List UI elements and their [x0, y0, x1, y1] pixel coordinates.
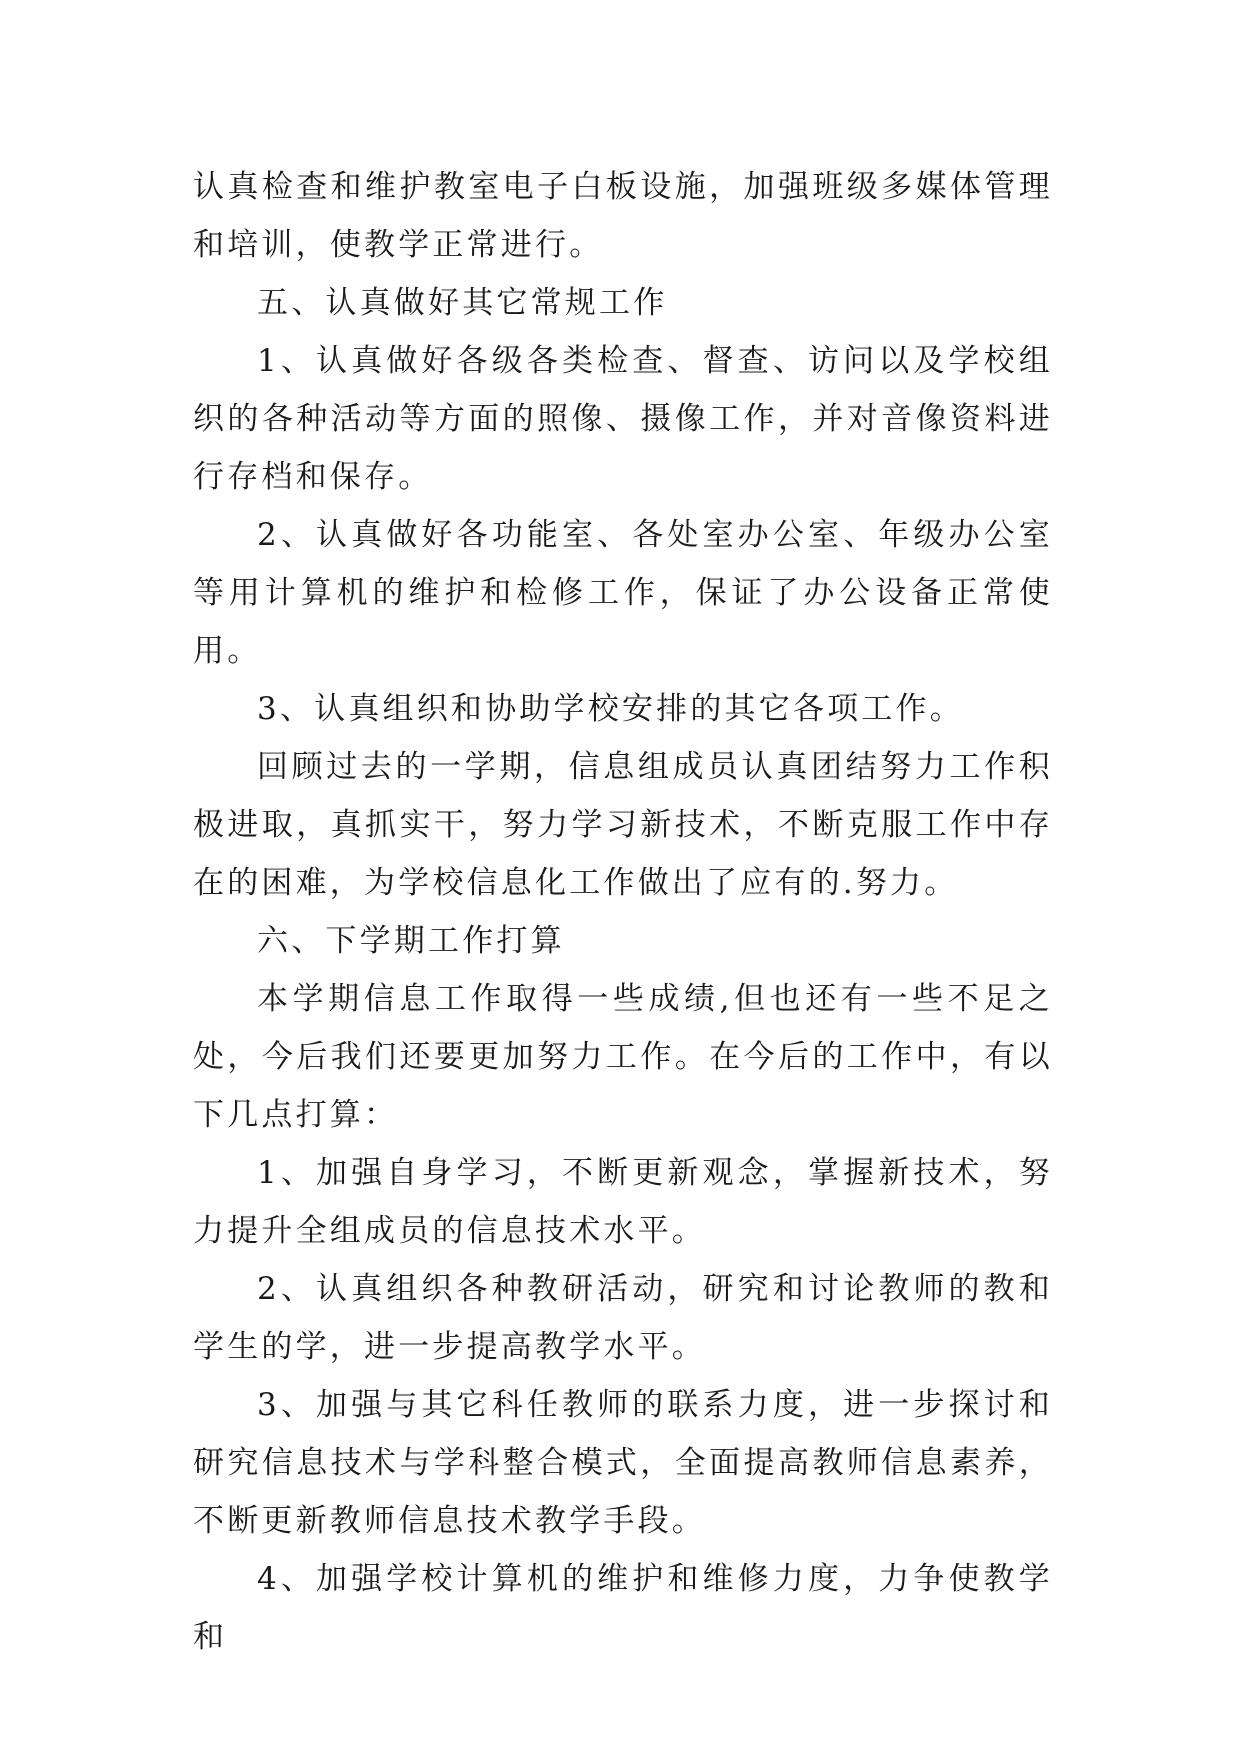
paragraph-maintenance: 认真检查和维护教室电子白板设施，加强班级多媒体管理和培训，使教学正常进行。 — [193, 169, 1053, 263]
list-item-six-4: 4、加强学校计算机的维护和维修力度，力争使教学和 — [193, 1561, 1053, 1655]
list-item-five-3: 3、认真组织和协助学校安排的其它各项工作。 — [257, 691, 964, 727]
list-item-five-1: 1、认真做好各级各类检查、督查、访问以及学校组织的各种活动等方面的照像、摄像工作，并对音像资料进行存档和保存。 — [193, 343, 1053, 495]
list-item-five-2: 2、认真做好各功能室、各处室办公室、年级办公室等用计算机的维护和检修工作，保证了办公设备正常使用。 — [193, 517, 1053, 669]
list-item-six-1: 1、加强自身学习，不断更新观念，掌握新技术，努力提升全组成员的信息技术水平。 — [193, 1155, 1053, 1249]
paragraph-review: 回顾过去的一学期，信息组成员认真团结努力工作积极进取，真抓实干，努力学习新技术，不断克服工作中存在的困难，为学校信息化工作做出了应有的.努力。 — [193, 749, 1053, 901]
list-item-six-2: 2、认真组织各种教研活动，研究和讨论教师的教和学生的学，进一步提高教学水平。 — [193, 1271, 1053, 1365]
list-item-six-3: 3、加强与其它科任教师的联系力度，进一步探讨和研究信息技术与学科整合模式，全面提高教师信息素养，不断更新教师信息技术教学手段。 — [193, 1387, 1053, 1539]
paragraph-plan-intro: 本学期信息工作取得一些成绩,但也还有一些不足之处，今后我们还要更加努力工作。在今后的工作中，有以下几点打算： — [193, 981, 1053, 1133]
section-heading-five: 五、认真做好其它常规工作 — [257, 285, 668, 321]
document-body — [193, 158, 1053, 1666]
section-heading-six: 六、下学期工作打算 — [257, 923, 565, 959]
